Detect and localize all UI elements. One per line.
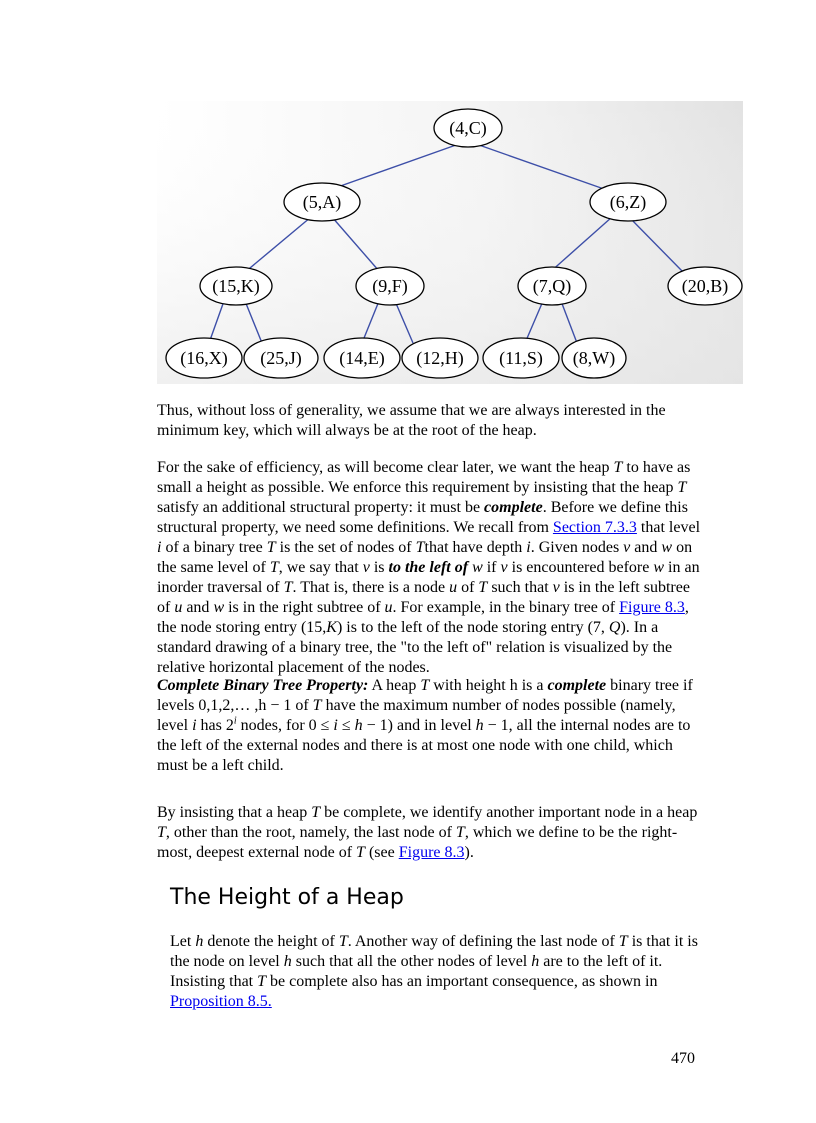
tree-node-25j xyxy=(244,338,318,378)
link-figure-8-3-second[interactable]: Figure 8.3 xyxy=(398,844,465,861)
tree-node-14e xyxy=(324,338,400,378)
svg-text:(16,X): (16,X) xyxy=(180,348,228,368)
svg-text:(25,J): (25,J) xyxy=(260,348,302,368)
svg-text:(14,E): (14,E) xyxy=(339,348,385,368)
term-to-the-left-of: to the left of xyxy=(388,559,469,576)
svg-text:(11,S): (11,S) xyxy=(499,348,543,368)
link-proposition-8-5[interactable]: Proposition 8.5. xyxy=(170,993,272,1010)
tree-node-5a xyxy=(284,183,360,221)
svg-text:(20,B): (20,B) xyxy=(681,276,729,296)
svg-text:(8,W): (8,W) xyxy=(572,348,616,368)
svg-text:(7,Q): (7,Q) xyxy=(532,276,572,296)
tree-node-11s xyxy=(483,338,559,378)
link-section-7-3-3[interactable]: Section 7.3.3 xyxy=(552,519,637,536)
svg-text:(9,F): (9,F) xyxy=(372,276,408,296)
paragraph-last-node: By insisting that a heap T be complete, we identify another important node in a heap T, other than the root, namely, the last node of T, which we define to be the right-most, deepest external node of T (see Figure 8.3). xyxy=(157,804,698,861)
link-figure-8-3[interactable]: Figure 8.3 xyxy=(619,599,685,616)
tree-node-16x xyxy=(166,338,242,378)
term-complete: complete xyxy=(484,499,543,516)
tree-node-20b xyxy=(668,267,742,305)
page-number: 470 xyxy=(671,1050,695,1067)
tree-node-8w xyxy=(562,338,626,378)
svg-text:(4,C): (4,C) xyxy=(449,118,487,138)
tree-node-15k xyxy=(200,267,272,305)
paragraph-complete-binary-tree-property: Complete Binary Tree Property: A heap T with height h is a complete binary tree if levels 0,1,2,… ,h − 1 of T have the maximum number of nodes possible (namely, level i has 2$^i$ nodes, for 0 ≤ i ≤ h − 1) and in level h − 1, all the internal nodes are to the left of the external nodes and there is at most one node with one child, which must be a left child. xyxy=(157,677,693,774)
svg-text:(15,K): (15,K) xyxy=(212,276,260,296)
section-heading: The Height of a Heap xyxy=(170,885,404,910)
svg-text:(5,A): (5,A) xyxy=(302,192,342,212)
heap-tree-figure xyxy=(157,101,743,384)
svg-text:(6,Z): (6,Z) xyxy=(609,192,647,212)
paragraph-height-of-heap: Let h denote the height of T. Another way of defining the last node of T is that it is the node on level h such that all the other nodes of level h are to the left of it. Insisting that T be complete also has an important consequence, as shown in Proposition 8.5. xyxy=(170,933,698,1010)
tree-node-6z xyxy=(590,183,666,221)
tree-node-9f xyxy=(356,267,424,305)
tree-node-root xyxy=(434,109,502,147)
svg-text:(12,H): (12,H) xyxy=(416,348,464,368)
tree-node-7q xyxy=(518,267,586,305)
paragraph-efficiency: For the sake of efficiency, as will become clear later, we want the heap T to have as small a height as possible. We enforce this requirement by insisting that the heap T satisfy an additional structural property: it must be complete. Before we define this structural property, we need some definitions. We recall from Section 7.3.3 that level i of a binary tree T is the set of nodes of Tthat have depth i. Given nodes v and w on the same level of T, we say that v is to the left of w if v is encountered before w in an inorder traversal of T. That is, there is a node u of T such that v is in the left subtree of u and w is in the right subtree of u. For example, in the binary tree of Figure 8.3, the node storing entry (15,K) is to the left of the node storing entry (7, Q). In a standard drawing of a binary tree, the "to the left of" relation is visualized by the relative horizontal placement of the nodes. xyxy=(157,459,701,676)
paragraph-min-key: Thus, without loss of generality, we assume that we are always interested in the minimum key, which will always be at the root of the heap. xyxy=(157,402,666,439)
property-title: Complete Binary Tree Property: xyxy=(157,677,369,694)
tree-node-12h xyxy=(402,338,478,378)
